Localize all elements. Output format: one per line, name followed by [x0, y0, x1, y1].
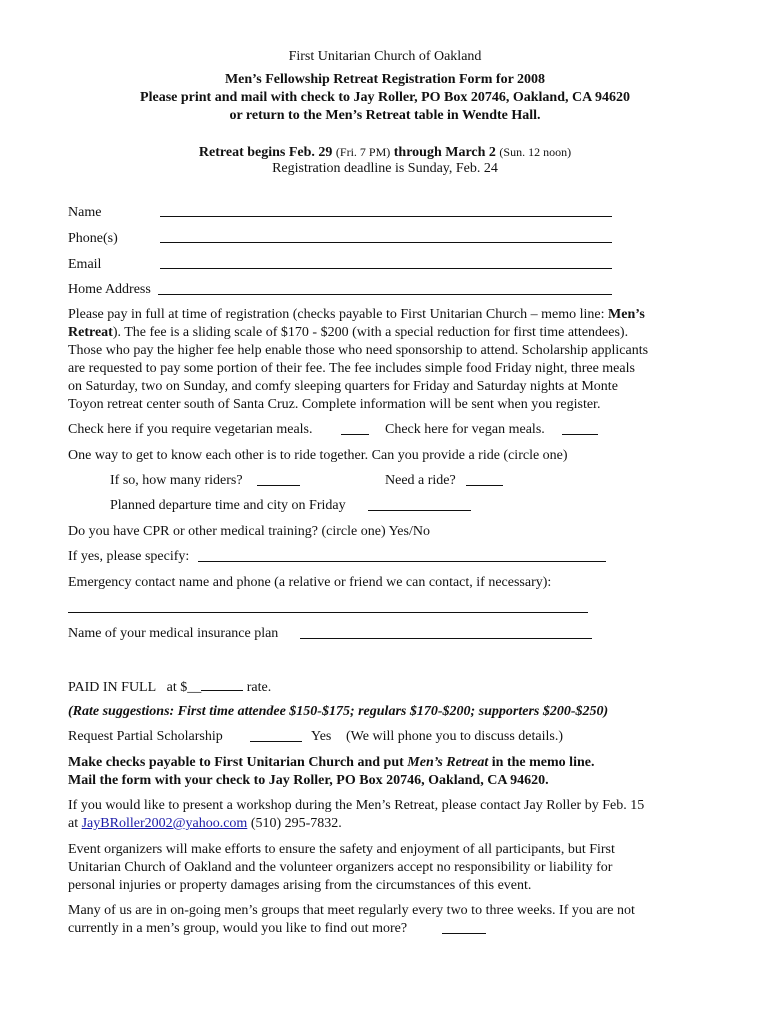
workshop-at: at: [68, 816, 82, 831]
insurance-field[interactable]: [300, 638, 592, 639]
specify-field[interactable]: [198, 561, 606, 562]
payment-line-4: are requested to pay some portion of their fee. The fee includes simple food Friday night, three meals: [68, 361, 635, 376]
address-field[interactable]: [158, 294, 612, 295]
riders-field[interactable]: [257, 485, 300, 486]
payment-line-1: [68, 306, 645, 324]
payment-line-5: on Saturday, two on Sunday, and comfy sleeping quarters for Friday and Saturday nights at Monte: [68, 379, 618, 394]
scholarship-yes: Yes: [311, 729, 332, 744]
checks-line-1: [68, 754, 594, 772]
memo-retreat: Retreat: [68, 325, 113, 340]
memo-mens: Men’s: [608, 307, 645, 322]
workshop-line-1: If you would like to present a workshop during the Men’s Retreat, please contact Jay Roller by Feb. 15: [68, 798, 645, 813]
need-ride-label: Need a ride?: [385, 473, 456, 488]
payment-line-6: Toyon retreat center south of Santa Cruz. Complete information will be sent when you register.: [68, 397, 601, 412]
liability-line-3: personal injuries or property damages arising from the circumstances of this event.: [68, 878, 532, 893]
name-field[interactable]: [160, 216, 612, 217]
checks-text-b: in the memo line.: [488, 755, 595, 770]
paid-blank: __: [187, 680, 202, 695]
email-field[interactable]: [160, 268, 612, 269]
checks-line-2: Mail the form with your check to Jay Roller, PO Box 20746, Oakland, CA 94620.: [68, 773, 549, 788]
vegetarian-label: Check here if you require vegetarian meals.: [68, 422, 313, 437]
departure-label: Planned departure time and city on Friday: [110, 498, 346, 513]
name-label: Name: [68, 205, 102, 220]
riders-label: If so, how many riders?: [110, 473, 243, 488]
emergency-field[interactable]: [68, 612, 588, 613]
address-label: Home Address: [68, 282, 151, 297]
vegan-checkbox[interactable]: [562, 434, 598, 435]
specify-label: If yes, please specify:: [68, 549, 190, 564]
checks-memo: Men’s Retreat: [407, 755, 489, 770]
scholarship-label: Request Partial Scholarship: [68, 729, 223, 744]
vegan-label: Check here for vegan meals.: [385, 422, 545, 437]
paid-amount-field[interactable]: [201, 677, 243, 691]
form-title: Men’s Fellowship Retreat Registration Form for 2008: [224, 72, 546, 87]
checks-text-a: Make checks payable to First Unitarian Church and put: [68, 755, 408, 770]
groups-line-1: Many of us are in on-going men’s groups that meet regularly every two to three weeks. If you are not: [68, 903, 635, 918]
insurance-label: Name of your medical insurance plan: [68, 626, 279, 641]
need-ride-field[interactable]: [466, 485, 503, 486]
retreat-end-time: (Sun. 12 noon): [499, 145, 572, 159]
payment-text-1: Please pay in full at time of registration (checks payable to First Unitarian Church – memo line:: [68, 307, 609, 322]
paid-label: PAID IN FULL: [68, 680, 157, 695]
workshop-line-2: [68, 815, 342, 833]
scholarship-field[interactable]: [250, 741, 302, 742]
retreat-begin-time: (Fri. 7 PM): [335, 145, 391, 159]
groups-answer-field[interactable]: [442, 933, 486, 934]
contact-phone: (510) 295-7832.: [247, 816, 342, 831]
vegetarian-checkbox[interactable]: [341, 434, 369, 435]
departure-field[interactable]: [368, 510, 471, 511]
payment-line-3: Those who pay the higher fee help enable those who need sponsorship to attend. Scholarship applicants: [68, 343, 649, 358]
payment-text-2: ). The fee is a sliding scale of $170 - $200 (with a special reduction for first time attendees).: [112, 325, 629, 340]
email-label: Email: [68, 257, 102, 272]
church-name: First Unitarian Church of Oakland: [288, 49, 482, 64]
liability-line-1: Event organizers will make efforts to ensure the safety and enjoyment of all participants, but First: [68, 842, 615, 857]
registration-deadline: Registration deadline is Sunday, Feb. 24: [272, 161, 498, 176]
retreat-end: through March 2: [393, 145, 496, 160]
phone-label: Phone(s): [68, 231, 118, 246]
scholarship-note: (We will phone you to discuss details.): [346, 729, 564, 744]
paid-rate: rate.: [246, 680, 272, 695]
paid-line: [68, 677, 271, 697]
emergency-label: Emergency contact name and phone (a relative or friend we can contact, if necessary):: [68, 575, 552, 590]
retreat-begin: Retreat begins Feb. 29: [198, 145, 333, 160]
contact-email-link[interactable]: JayBRoller2002@yahoo.com: [81, 816, 248, 831]
ride-question: One way to get to know each other is to ride together. Can you provide a ride (circle one): [68, 448, 568, 463]
payment-line-2: [68, 324, 628, 342]
rate-suggestions: (Rate suggestions: First time attendee $150-$175; regulars $170-$200; supporters $200-$250): [68, 704, 609, 719]
mail-instructions: Please print and mail with check to Jay Roller, PO Box 20746, Oakland, CA 94620: [140, 90, 630, 105]
liability-line-2: Unitarian Church of Oakland and the volunteer organizers accept no responsibility or liability for: [68, 860, 613, 875]
return-instructions: or return to the Men’s Retreat table in Wendte Hall.: [229, 108, 541, 123]
groups-line-2: currently in a men’s group, would you like to find out more?: [68, 921, 408, 936]
cpr-question: Do you have CPR or other medical training? (circle one) Yes/No: [68, 524, 430, 539]
phone-field[interactable]: [160, 242, 612, 243]
paid-at: at $: [166, 680, 188, 695]
